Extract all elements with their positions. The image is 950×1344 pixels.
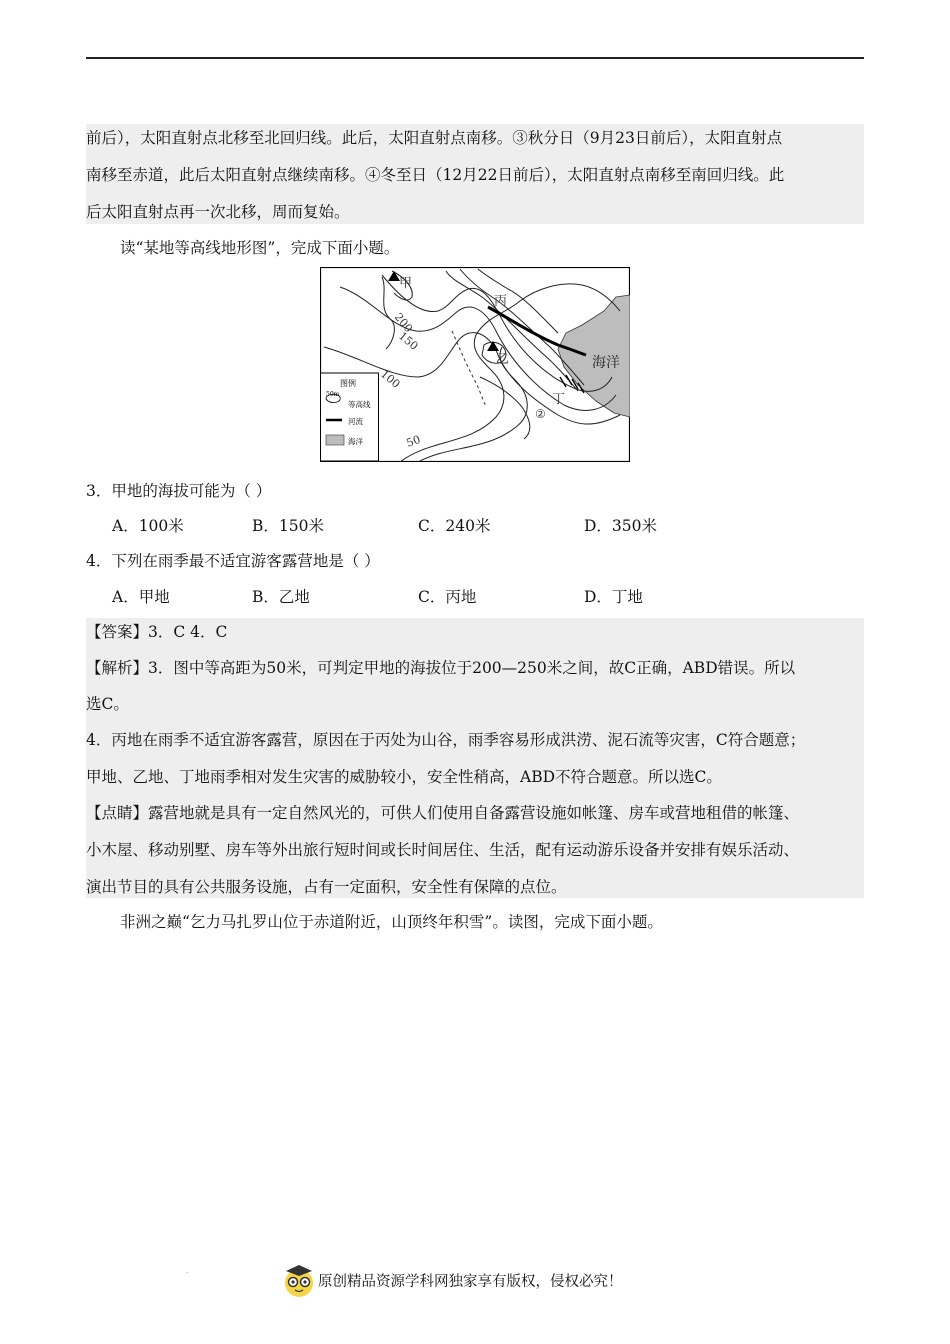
legend-sea-icon bbox=[326, 435, 344, 445]
q3-option-c[interactable]: C．240米 bbox=[418, 517, 491, 535]
analysis-line-3: 4．丙地在雨季不适宜游客露营，原因在于丙处为山谷，雨季容易形成洪涝、泥石流等灾害，C符合题意； bbox=[86, 731, 806, 749]
q3-option-d[interactable]: D．350米 bbox=[584, 517, 658, 535]
legend-title: 图例 bbox=[340, 379, 356, 388]
analysis-line-1: 【解析】3．图中等高距为50米，可判定甲地的海拔位于200—250米之间，故C正确，ABD错误。所以 bbox=[86, 659, 796, 677]
label-sea: 海洋 bbox=[592, 355, 620, 371]
contour-label-200: 200 bbox=[391, 310, 416, 336]
legend-sea: 海洋 bbox=[348, 437, 363, 446]
answer: 【答案】3．C 4．C bbox=[86, 623, 228, 641]
q3-option-b[interactable]: B．150米 bbox=[252, 517, 324, 535]
header-rule bbox=[86, 57, 864, 59]
legend-contour: 等高线 bbox=[348, 400, 371, 409]
legend bbox=[321, 373, 379, 461]
analysis-line-7: 演出节目的具有公共服务设施，占有一定面积，安全性有保障的点位。 bbox=[86, 878, 567, 896]
analysis-line-6: 小木屋、移动别墅、房车等外出旅行短时间或长时间居住、生活，配有运动游乐设备并安排有娱乐活动、 bbox=[86, 841, 800, 859]
next-question-intro: 非洲之巅“乞力马扎罗山位于赤道附近，山顶终年积雪”。读图，完成下面小题。 bbox=[120, 913, 663, 931]
contour-label-100: 100 bbox=[378, 367, 403, 391]
q3-stem: 3．甲地的海拔可能为（ ） bbox=[86, 482, 272, 500]
label-bing: 丙 bbox=[494, 294, 508, 309]
contour-map bbox=[320, 267, 630, 462]
label-jia: 甲 bbox=[399, 276, 413, 291]
footer-copyright: 原创精品资源学科网独家享有版权，侵权必究！ bbox=[318, 1273, 623, 1290]
analysis-line-4: 甲地、乙地、丁地雨季相对发生灾害的威胁较小，安全性稍高，ABD不符合题意。所以选C。 bbox=[86, 768, 722, 786]
q4-stem: 4．下列在雨季最不适宜游客露营地是（ ） bbox=[86, 552, 380, 570]
analysis-line-2: 选C。 bbox=[86, 695, 129, 713]
prev-explanation-line-2: 南移至赤道，此后太阳直射点继续南移。④冬至日（12月22日前后），太阳直射点南移至南回归线。此 bbox=[86, 166, 785, 184]
q4-option-c[interactable]: C．丙地 bbox=[418, 588, 477, 606]
analysis-line-5: 【点睛】露营地就是具有一定自然风光的，可供人们使用自备露营设施如帐篷、房车或营地租借的帐篷、 bbox=[86, 804, 800, 822]
q4-option-b[interactable]: B．乙地 bbox=[252, 588, 310, 606]
q3-option-a[interactable]: A．100米 bbox=[112, 517, 184, 535]
prev-explanation-line-3: 后太阳直射点再一次北移，周而复始。 bbox=[86, 203, 350, 221]
mascot-icon bbox=[282, 1262, 316, 1298]
legend-sample: 50m bbox=[326, 391, 340, 398]
footer-dot: . bbox=[186, 1266, 189, 1275]
prev-explanation-line-1: 前后），太阳直射点北移至北回归线。此后，太阳直射点南移。③秋分日（9月23日前后），太阳直射点 bbox=[86, 129, 783, 147]
label-yi: 乙 bbox=[496, 352, 510, 367]
legend-river: 河流 bbox=[348, 417, 363, 426]
label-ding: 丁 bbox=[552, 392, 566, 407]
contour-label-150: 150 bbox=[396, 329, 421, 353]
contour-label-50: 50 bbox=[404, 432, 423, 450]
q4-option-a[interactable]: A．甲地 bbox=[112, 588, 170, 606]
label-marker-2: ② bbox=[535, 407, 546, 421]
question-intro: 读“某地等高线地形图”，完成下面小题。 bbox=[120, 239, 400, 257]
footer bbox=[282, 1262, 623, 1298]
q4-option-d[interactable]: D．丁地 bbox=[584, 588, 643, 606]
